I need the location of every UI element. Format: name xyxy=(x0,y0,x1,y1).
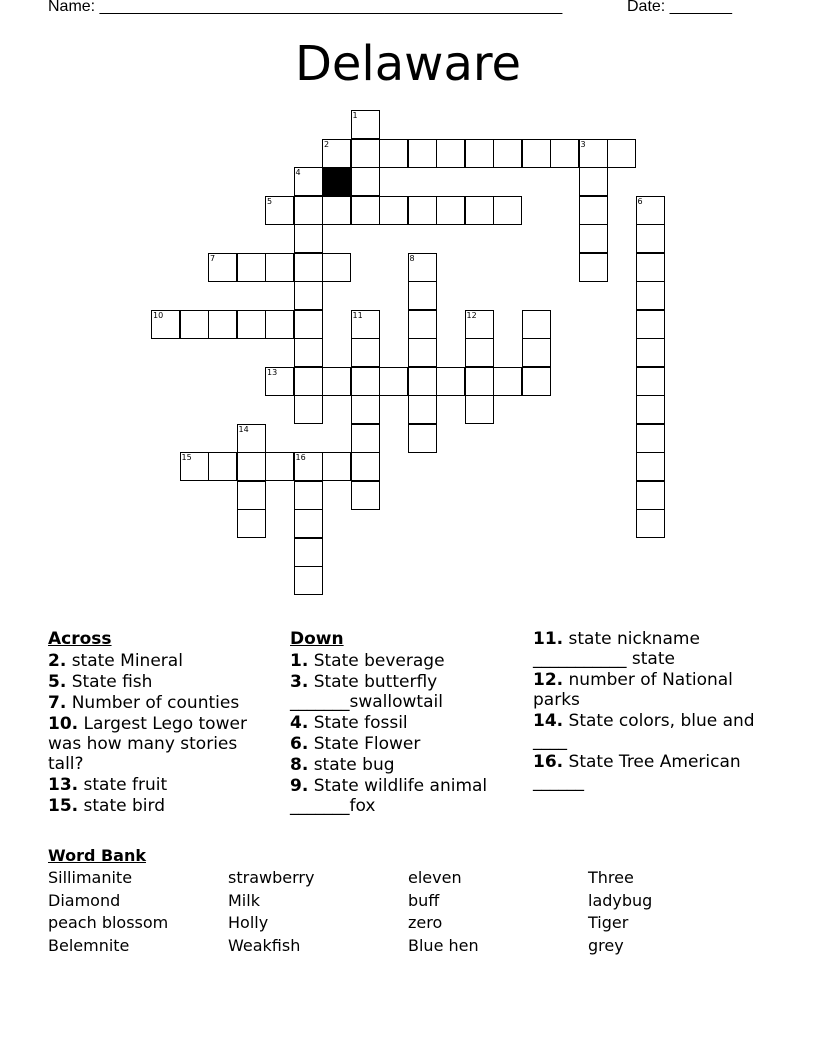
grid-cell[interactable] xyxy=(636,367,665,396)
word-bank-item: ladybug xyxy=(588,890,653,910)
grid-cell[interactable] xyxy=(265,196,294,225)
grid-cell[interactable] xyxy=(322,253,351,282)
grid-cell[interactable] xyxy=(294,367,323,396)
grid-cell[interactable] xyxy=(294,395,323,424)
clue-item-number: 3. xyxy=(290,672,309,692)
grid-cell[interactable] xyxy=(379,139,408,168)
grid-cell[interactable] xyxy=(408,196,437,225)
grid-cell[interactable] xyxy=(237,509,266,538)
grid-cell[interactable] xyxy=(579,167,608,196)
grid-cell[interactable] xyxy=(351,110,380,139)
grid-cell[interactable] xyxy=(351,310,380,339)
grid-cell[interactable] xyxy=(237,253,266,282)
grid-cell[interactable] xyxy=(180,452,209,481)
clue-item xyxy=(48,693,278,713)
grid-cell[interactable] xyxy=(351,452,380,481)
grid-cell[interactable] xyxy=(351,395,380,424)
clue-item-number: 1. xyxy=(290,651,309,671)
grid-cell[interactable] xyxy=(351,367,380,396)
grid-cell[interactable] xyxy=(636,509,665,538)
clue-number: 1 xyxy=(352,111,358,120)
clue-item-text: State wildlife animal _______fox xyxy=(290,776,488,816)
word-bank-item: Milk xyxy=(228,890,260,910)
grid-cell[interactable] xyxy=(351,424,380,453)
clue-item-text: Number of counties xyxy=(66,693,240,713)
grid-cell[interactable] xyxy=(579,224,608,253)
clue-item-number: 15. xyxy=(48,796,79,816)
grid-cell[interactable] xyxy=(465,310,494,339)
word-bank-item: Blue hen xyxy=(408,935,479,955)
grid-cell[interactable] xyxy=(294,253,323,282)
grid-cell[interactable] xyxy=(294,566,323,595)
clue-number: 4 xyxy=(295,168,301,177)
word-bank-item: peach blossom xyxy=(48,913,169,932)
page-title: Delaware xyxy=(294,36,522,92)
clue-item xyxy=(48,651,278,671)
grid-cell[interactable] xyxy=(408,395,437,424)
grid-cell[interactable] xyxy=(351,139,380,168)
grid-cell[interactable] xyxy=(522,139,551,168)
word-bank-item: strawberry xyxy=(228,868,315,887)
clue-item-number: 8. xyxy=(290,755,309,775)
clue-item-number: 4. xyxy=(290,713,309,733)
clue-item-text: state nickname ___________ state xyxy=(533,629,700,669)
word-bank-item: zero xyxy=(408,913,443,932)
grid-cell[interactable] xyxy=(436,196,465,225)
clue-item-text: State Tree American ______ xyxy=(533,752,741,792)
grid-cell[interactable] xyxy=(237,310,266,339)
clue-number: 2 xyxy=(324,139,330,149)
clue-item-text: Largest Lego tower was how many stories tall? xyxy=(48,714,247,774)
across-clues xyxy=(48,629,278,817)
grid-cell[interactable] xyxy=(493,139,522,168)
grid-cell[interactable] xyxy=(636,196,665,225)
word-bank-item: grey xyxy=(588,935,624,955)
grid-cell[interactable] xyxy=(294,538,323,567)
grid-cell[interactable] xyxy=(208,310,237,339)
grid-cell[interactable] xyxy=(493,196,522,225)
clue-item-text: State beverage xyxy=(308,651,445,671)
grid-cell[interactable] xyxy=(265,253,294,282)
across-list xyxy=(48,651,278,816)
grid-cell[interactable] xyxy=(408,310,437,339)
clue-item-text: state fruit xyxy=(78,775,168,795)
clue-item xyxy=(290,734,518,754)
clue-number: 3 xyxy=(580,139,586,149)
grid-cell[interactable] xyxy=(636,281,665,310)
clue-item xyxy=(290,672,518,712)
word-bank-item: Holly xyxy=(228,913,269,932)
grid-cell[interactable] xyxy=(265,452,294,481)
clue-number: 16 xyxy=(295,453,306,462)
grid-cell[interactable] xyxy=(294,281,323,310)
clue-item-number: 13. xyxy=(48,775,79,795)
clue-item-text: state Mineral xyxy=(66,651,183,671)
grid-cell[interactable] xyxy=(265,310,294,339)
clue-item xyxy=(290,776,518,816)
grid-cell[interactable] xyxy=(379,367,408,396)
grid-cell[interactable] xyxy=(579,253,608,282)
clue-item-text: State fish xyxy=(66,672,153,692)
grid-cell[interactable] xyxy=(607,139,636,168)
grid-cell[interactable] xyxy=(237,424,266,453)
clue-number: 7 xyxy=(210,253,216,263)
down-heading: Down xyxy=(290,629,344,649)
grid-cell[interactable] xyxy=(294,310,323,339)
clue-item xyxy=(533,670,773,710)
word-bank-column-4 xyxy=(588,867,652,957)
grid-cell[interactable] xyxy=(322,139,351,168)
clue-item-text: State Flower xyxy=(308,734,421,754)
clue-item-number: 6. xyxy=(290,734,309,754)
grid-cell[interactable] xyxy=(208,253,237,282)
grid-cell[interactable] xyxy=(351,167,380,196)
clue-number: 11 xyxy=(352,310,363,320)
grid-cell[interactable] xyxy=(351,481,380,510)
grid-cell[interactable] xyxy=(465,395,494,424)
grid-cell[interactable] xyxy=(351,196,380,225)
grid-cell[interactable] xyxy=(351,338,380,367)
word-bank-item: buff xyxy=(408,890,440,910)
grid-cell[interactable] xyxy=(151,310,180,339)
grid-cell[interactable] xyxy=(322,452,351,481)
name-field[interactable]: Name: ____________________________________________________ xyxy=(48,0,563,15)
word-bank-column-3 xyxy=(408,867,479,957)
clue-item xyxy=(533,629,773,669)
grid-cell[interactable] xyxy=(493,367,522,396)
down-list xyxy=(290,651,518,816)
grid-cell[interactable] xyxy=(522,310,551,339)
clue-item xyxy=(48,775,278,795)
clue-number: 12 xyxy=(466,310,477,320)
clue-item xyxy=(290,713,518,733)
word-bank-item: Tiger xyxy=(588,913,629,932)
grid-cell[interactable] xyxy=(522,338,551,367)
grid-cell[interactable] xyxy=(294,338,323,367)
clue-item-number: 12. xyxy=(533,670,564,690)
word-bank-item: Diamond xyxy=(48,890,121,910)
clue-item-number: 7. xyxy=(48,693,67,713)
grid-cell[interactable] xyxy=(408,253,437,282)
clue-item xyxy=(48,672,278,692)
grid-cell[interactable] xyxy=(636,395,665,424)
grid-cell[interactable] xyxy=(294,481,323,510)
clue-number: 6 xyxy=(637,196,643,206)
grid-cell[interactable] xyxy=(636,481,665,510)
grid-cell[interactable] xyxy=(408,367,437,396)
grid-cell[interactable] xyxy=(408,139,437,168)
clue-item-number: 10. xyxy=(48,714,79,734)
clue-number: 14 xyxy=(238,424,249,434)
grid-cell[interactable] xyxy=(180,310,209,339)
clue-item-text: state bird xyxy=(78,796,165,816)
clue-item xyxy=(48,714,278,774)
down-continued-list xyxy=(533,629,773,792)
grid-cell[interactable] xyxy=(294,167,323,196)
clue-number: 10 xyxy=(153,310,164,320)
clue-item-number: 14. xyxy=(533,711,564,731)
grid-cell[interactable] xyxy=(636,224,665,253)
grid-cell[interactable] xyxy=(208,452,237,481)
grid-cell[interactable] xyxy=(322,196,351,225)
grid-cell[interactable] xyxy=(294,196,323,225)
word-bank-item: eleven xyxy=(408,868,462,887)
clue-item xyxy=(533,711,773,751)
grid-cell[interactable] xyxy=(465,139,494,168)
grid-cell[interactable] xyxy=(579,139,608,168)
word-bank-column-2 xyxy=(228,867,314,957)
word-bank-item: Sillimanite xyxy=(48,868,133,887)
clue-item-number: 16. xyxy=(533,752,564,772)
grid-cell[interactable] xyxy=(436,139,465,168)
clue-number: 13 xyxy=(267,367,278,377)
across-heading: Across xyxy=(48,629,112,649)
date-field[interactable]: Date: _______ xyxy=(627,0,732,15)
clue-item-number: 9. xyxy=(290,776,309,796)
clue-number: 5 xyxy=(267,196,273,206)
clue-item-text: State butterfly _______swallowtail xyxy=(290,672,443,712)
grid-cell[interactable] xyxy=(636,253,665,282)
word-bank-column-1 xyxy=(48,867,168,957)
grid-cell[interactable] xyxy=(294,509,323,538)
grid-cell[interactable] xyxy=(465,196,494,225)
clue-item-text: state bug xyxy=(308,755,395,775)
word-bank-title: Word Bank xyxy=(48,846,147,865)
grid-cell[interactable] xyxy=(579,196,608,225)
grid-cell[interactable] xyxy=(322,367,351,396)
grid-cell[interactable] xyxy=(408,281,437,310)
grid-cell[interactable] xyxy=(522,367,551,396)
grid-cell[interactable] xyxy=(465,367,494,396)
word-bank-item: Belemnite xyxy=(48,935,130,955)
grid-cell[interactable] xyxy=(550,139,579,168)
grid-cell[interactable] xyxy=(636,452,665,481)
grid-cell[interactable] xyxy=(294,452,323,481)
clue-item-text: State colors, blue and ____ xyxy=(533,711,755,751)
black-cell xyxy=(322,167,351,196)
grid-cell[interactable] xyxy=(636,310,665,339)
word-bank-item: Three xyxy=(588,868,634,887)
clue-item-number: 2. xyxy=(48,651,67,671)
clue-item-number: 5. xyxy=(48,672,67,692)
grid-cell[interactable] xyxy=(379,196,408,225)
clue-item-number: 11. xyxy=(533,629,564,649)
clue-item xyxy=(48,796,278,816)
grid-cell[interactable] xyxy=(237,481,266,510)
clue-number: 15 xyxy=(181,453,192,462)
clue-item xyxy=(290,755,518,775)
grid-cell[interactable] xyxy=(436,367,465,396)
clue-item xyxy=(290,651,518,671)
down-clues-continued xyxy=(533,629,773,793)
word-bank-item: Weakfish xyxy=(228,935,301,955)
clue-number: 8 xyxy=(409,253,415,263)
grid-cell[interactable] xyxy=(237,452,266,481)
down-clues xyxy=(290,629,518,817)
grid-cell[interactable] xyxy=(408,424,437,453)
clue-item-text: State fossil xyxy=(308,713,408,733)
grid-cell[interactable] xyxy=(636,338,665,367)
clue-item xyxy=(533,752,773,792)
grid-cell[interactable] xyxy=(294,224,323,253)
grid-cell[interactable] xyxy=(408,338,437,367)
clue-item-text: number of National parks xyxy=(533,670,733,710)
grid-cell[interactable] xyxy=(265,367,294,396)
grid-cell[interactable] xyxy=(636,424,665,453)
grid-cell[interactable] xyxy=(465,338,494,367)
